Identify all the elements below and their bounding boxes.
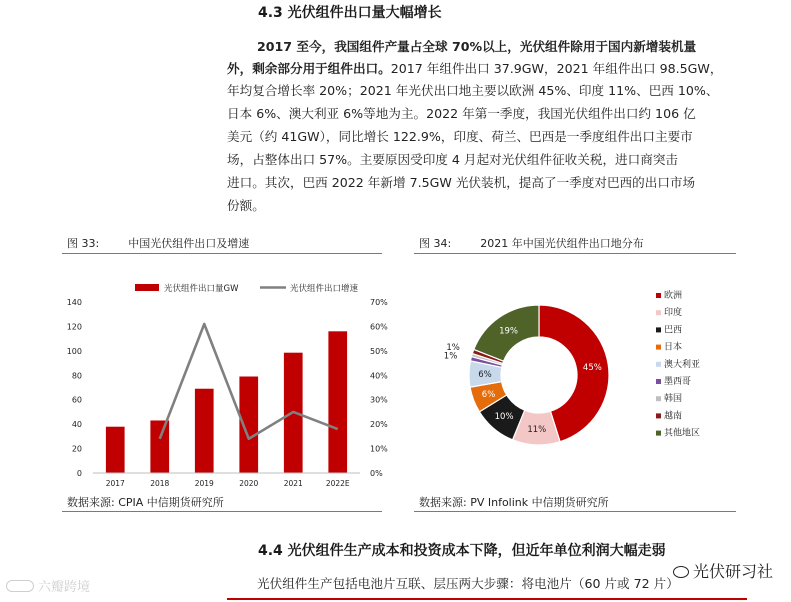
- right-axis-tick-label: 10%: [370, 444, 388, 454]
- donut-data-label: 10%: [494, 412, 514, 423]
- legend-swatch: [656, 379, 661, 384]
- right-axis-tick-label: 30%: [370, 395, 388, 405]
- right-axis-tick-label: 60%: [370, 322, 388, 332]
- donut-legend: [656, 289, 700, 439]
- right-axis-tick-label: 70%: [370, 298, 388, 307]
- paragraph-line-7: 进口。其次，巴西 2022 年新增 7.5GW 光伏装机，提高了一季度对巴西的出口市场: [227, 175, 696, 190]
- bar-mark: [195, 389, 214, 473]
- x-axis-tick-label: 2018: [150, 479, 170, 488]
- legend-bar-swatch: [135, 284, 159, 291]
- legend-label: 澳大利亚: [664, 359, 701, 370]
- legend-swatch: [656, 396, 661, 401]
- left-axis-tick-label: 80: [71, 371, 82, 381]
- left-axis-tick-label: 0: [76, 469, 82, 478]
- donut-data-label: 6%: [478, 370, 492, 381]
- figure-33-source: 数据来源: CPIA 中信期货研究所: [67, 496, 224, 509]
- section-4-4-paragraph-line-1: 光伏组件生产包括电池片互联、层压两大步骤：将电池片（60 片或 72 片）: [257, 576, 679, 591]
- figure-33-title: 中国光伏组件出口及增速: [128, 237, 250, 250]
- donut-data-label: 19%: [499, 326, 519, 337]
- legend-label: 日本: [664, 342, 683, 353]
- left-axis-tick-label: 20: [71, 444, 82, 454]
- export-volume-growth-chart: [60, 262, 390, 494]
- paragraph-line-6: 场，占整体出口 57%。主要原因受印度 4 月起对光伏组件征收关税，进口商突击: [227, 152, 679, 167]
- wechat-icon: [673, 566, 689, 578]
- donut-data-label: 45%: [582, 362, 602, 373]
- figure-33-top-rule: [62, 253, 382, 254]
- paragraph-line-4: 日本 6%、澳大利亚 6%等地为主。2022 年第一季度，我国光伏组件出口约 106 亿: [227, 106, 696, 121]
- donut-data-label: 6%: [481, 390, 496, 401]
- left-axis-tick-label: 100: [66, 346, 82, 356]
- donut-data-label: 1%: [443, 351, 458, 362]
- figure-33-caption: [67, 235, 249, 251]
- donut-data-label: 1%: [446, 342, 460, 353]
- legend-line-label: 光伏组件出口增速: [290, 284, 359, 294]
- paragraph-line-8: 份额。: [227, 198, 265, 213]
- section-4-3-paragraph: [227, 36, 747, 220]
- figure-34-bottom-rule: [414, 511, 736, 512]
- legend-bar-label: 光伏组件出口量GW: [164, 284, 239, 294]
- watermark-right: 光伏研习社: [673, 559, 773, 582]
- footer-accent-rule: [227, 598, 747, 600]
- figure-34-top-rule: [414, 253, 736, 254]
- legend-swatch: [656, 345, 661, 350]
- donut-data-label: 11%: [527, 424, 547, 435]
- legend-label: 越南: [664, 411, 683, 422]
- legend-label: 印度: [664, 308, 683, 319]
- bar-mark: [328, 331, 347, 473]
- paragraph-line-5: 美元（约 41GW），同比增长 122.9%，印度、荷兰、巴西是一季度组件出口主要市: [227, 129, 693, 144]
- legend-swatch: [656, 293, 661, 298]
- x-axis-tick-label: 2021: [283, 479, 303, 488]
- left-axis-ticks: [67, 298, 82, 478]
- legend-label: 韩国: [664, 394, 683, 405]
- legend-swatch: [656, 362, 661, 367]
- bar-mark: [150, 420, 169, 473]
- figure-34-caption: [419, 235, 644, 251]
- legend-swatch: [656, 431, 661, 436]
- legend-label: 巴西: [664, 325, 683, 336]
- bar-series: [106, 331, 347, 473]
- legend-swatch: [656, 327, 661, 332]
- paragraph-line-2: 外，剩余部分用于组件出口。2017 年组件出口 37.9GW，2021 年组件出口 98.5GW，: [227, 61, 723, 76]
- x-axis-tick-label: 2020: [239, 479, 259, 488]
- left-axis-tick-label: 120: [66, 322, 82, 332]
- legend-swatch: [656, 310, 661, 315]
- x-axis-tick-label: 2022E: [325, 479, 350, 488]
- legend-swatch: [656, 413, 661, 418]
- chart-legend: [135, 283, 359, 294]
- left-axis-tick-label: 140: [66, 298, 82, 307]
- figure-34-number: 图 34:: [419, 237, 452, 250]
- watermark-logo-icon: [6, 580, 34, 592]
- right-axis-ticks: [370, 298, 388, 478]
- figure-34-title: 2021 年中国光伏组件出口地分布: [480, 237, 644, 250]
- x-axis-tick-label: 2017: [105, 479, 125, 488]
- left-axis-tick-label: 40: [71, 420, 82, 430]
- legend-label: 墨西哥: [664, 377, 692, 387]
- x-axis-tick-label: 2019: [194, 479, 214, 488]
- bar-mark: [106, 427, 125, 473]
- right-axis-tick-label: 40%: [370, 371, 388, 381]
- export-destination-donut-chart: [414, 262, 744, 494]
- paragraph-line-3: 年均复合增长率 20%；2021 年光伏出口地主要以欧洲 45%、印度 11%、巴西 10%、: [227, 83, 719, 98]
- section-4-4-title: 4.4 光伏组件生产成本和投资成本下降，但近年单位利润大幅走弱: [258, 543, 666, 559]
- right-axis-tick-label: 0%: [370, 469, 383, 478]
- figure-34-source: 数据来源: PV Infolink 中信期货研究所: [419, 496, 609, 509]
- legend-label: 其他地区: [664, 428, 701, 439]
- right-axis-tick-label: 50%: [370, 346, 388, 356]
- x-axis-labels: [106, 479, 350, 488]
- paragraph-line-1: 2017 至今，我国组件产量占全球 70%以上，光伏组件除用于国内新增装机量: [257, 39, 697, 54]
- right-axis-tick-label: 20%: [370, 420, 388, 430]
- legend-label: 欧洲: [664, 291, 683, 301]
- watermark-left: 六瓣跨境: [6, 576, 90, 595]
- section-4-3-title: 4.3 光伏组件出口量大幅增长: [258, 5, 442, 21]
- figure-33-bottom-rule: [62, 511, 382, 512]
- left-axis-tick-label: 60: [71, 395, 82, 405]
- figure-33-number: 图 33:: [67, 237, 100, 250]
